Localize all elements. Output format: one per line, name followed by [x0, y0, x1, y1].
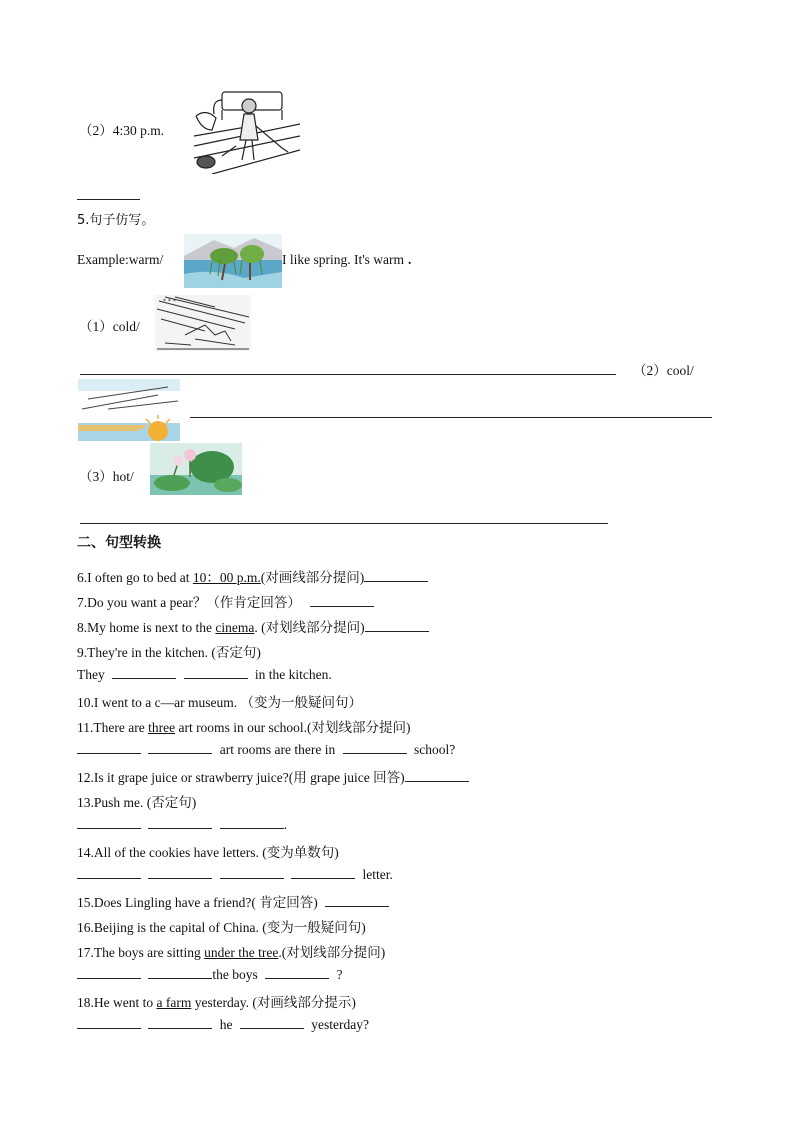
q14-blank-3[interactable]: [220, 866, 284, 879]
q11-blank-2[interactable]: [148, 741, 212, 754]
q18-mid: he: [219, 1017, 233, 1032]
item-2-label: （2）4:30 p.m.: [79, 123, 165, 138]
question-6: [77, 566, 428, 586]
question-5-title: 5.句子仿写。: [77, 213, 155, 228]
q8-text: 8.My home is next to the: [77, 620, 216, 635]
q18-blank-1[interactable]: [77, 1016, 141, 1029]
q9-end: in the kitchen.: [254, 667, 332, 682]
question-18: [77, 991, 356, 1011]
example-answer: I like spring. It's warm: [282, 252, 405, 267]
question-9: 9.They're in the kitchen. (否定句): [77, 645, 261, 660]
q17-answer-line: [77, 966, 343, 983]
q6-instruction: (对画线部分提问): [260, 570, 365, 585]
q12-answer-blank[interactable]: [405, 769, 469, 782]
girl-sweeping-picture: [192, 86, 300, 174]
q17-blank-1[interactable]: [77, 966, 141, 979]
q11-answer-line: [77, 741, 455, 758]
q12-text: 12.Is it grape juice or strawberry juice?(用 grape juice 回答): [77, 770, 405, 785]
question-10: 10.I went to a c—ar museum. （变为一般疑问句）: [77, 695, 362, 710]
spring-scene-picture: [184, 234, 282, 288]
question-11: [77, 716, 411, 736]
q14-blank-2[interactable]: [148, 866, 212, 879]
cold-wind-picture: [155, 295, 251, 351]
q18-blank-2[interactable]: [148, 1016, 212, 1029]
cool-autumn-picture: [78, 379, 180, 441]
question-15: [77, 891, 389, 911]
hot-label: （3）hot/: [79, 469, 134, 484]
answer-line-hot[interactable]: [80, 523, 608, 524]
example-answer-line: [282, 252, 411, 268]
q11-text: 11.There are: [77, 720, 149, 735]
q11-mid: art rooms are there in: [219, 742, 336, 757]
q6-underlined: 10：00 p.m.: [192, 570, 261, 585]
svg-text:* * *: * * *: [163, 298, 176, 305]
q17-end: ?: [336, 967, 343, 982]
example-label: Example:warm/: [77, 252, 164, 267]
answer-line-cold[interactable]: [80, 374, 616, 375]
q11-end: school?: [413, 742, 456, 757]
q13-answer-line: [77, 816, 287, 833]
q17-mid: the boys: [212, 967, 258, 982]
part-2-heading: 二、句型转换: [77, 535, 161, 551]
q17-underlined: under the tree: [204, 945, 279, 960]
q18-instruction: yesterday. (对画线部分提示): [191, 995, 356, 1010]
q8-answer-blank[interactable]: [365, 619, 429, 632]
question-12: [77, 766, 469, 786]
q18-text: 18.He went to: [77, 995, 157, 1010]
q6-text: 6.I often go to bed at: [77, 570, 193, 585]
q14-blank-1[interactable]: [77, 866, 141, 879]
q17-blank-2[interactable]: [148, 966, 212, 979]
q13-blank-3[interactable]: [220, 816, 284, 829]
q14-blank-4[interactable]: [291, 866, 355, 879]
question-16: 16.Beijing is the capital of China. (变为一般疑问句): [77, 920, 366, 935]
q8-underlined: cinema: [215, 620, 255, 635]
question-13: 13.Push me. (否定句): [77, 795, 197, 810]
q18-blank-3[interactable]: [240, 1016, 304, 1029]
question-7: [77, 591, 374, 611]
q7-text: 7.Do you want a pear？（作肯定回答）: [77, 595, 301, 610]
q14-answer-line: [77, 866, 393, 883]
q9-start: They: [77, 667, 105, 682]
q9-blank-1[interactable]: [112, 666, 176, 679]
q18-underlined: a farm: [156, 995, 192, 1010]
q6-answer-blank[interactable]: [364, 569, 428, 582]
q9-answer-line: [77, 666, 332, 683]
q18-end: yesterday?: [311, 1017, 369, 1032]
q14-end: letter.: [362, 867, 393, 882]
q11-instruction: art rooms in our school.(对划线部分提问): [175, 720, 411, 735]
q17-blank-3[interactable]: [265, 966, 329, 979]
q17-instruction: .(对划线部分提问): [278, 945, 386, 960]
q11-blank-3[interactable]: [343, 741, 407, 754]
answer-line-cool[interactable]: [190, 417, 712, 418]
q15-text: 15.Does Lingling have a friend?( 肯定回答): [77, 895, 318, 910]
example-period: .: [408, 252, 412, 267]
question-8: [77, 616, 429, 636]
cold-label: （1）cold/: [79, 319, 140, 334]
cool-label: （2）cool/: [633, 363, 694, 378]
q17-text: 17.The boys are sitting: [77, 945, 205, 960]
q15-answer-blank[interactable]: [325, 894, 389, 907]
question-14: 14.All of the cookies have letters. (变为单数句): [77, 845, 339, 860]
q13-blank-1[interactable]: [77, 816, 141, 829]
q11-blank-1[interactable]: [77, 741, 141, 754]
hot-lotus-picture: [150, 443, 242, 495]
q7-answer-blank[interactable]: [310, 594, 374, 607]
question-17: [77, 941, 385, 961]
q13-blank-2[interactable]: [148, 816, 212, 829]
q8-instruction: . (对划线部分提问): [254, 620, 365, 635]
q9-blank-2[interactable]: [184, 666, 248, 679]
q13-end: .: [283, 817, 288, 832]
answer-blank[interactable]: [77, 199, 140, 200]
q11-underlined: three: [148, 720, 176, 735]
q18-answer-line: [77, 1016, 369, 1033]
